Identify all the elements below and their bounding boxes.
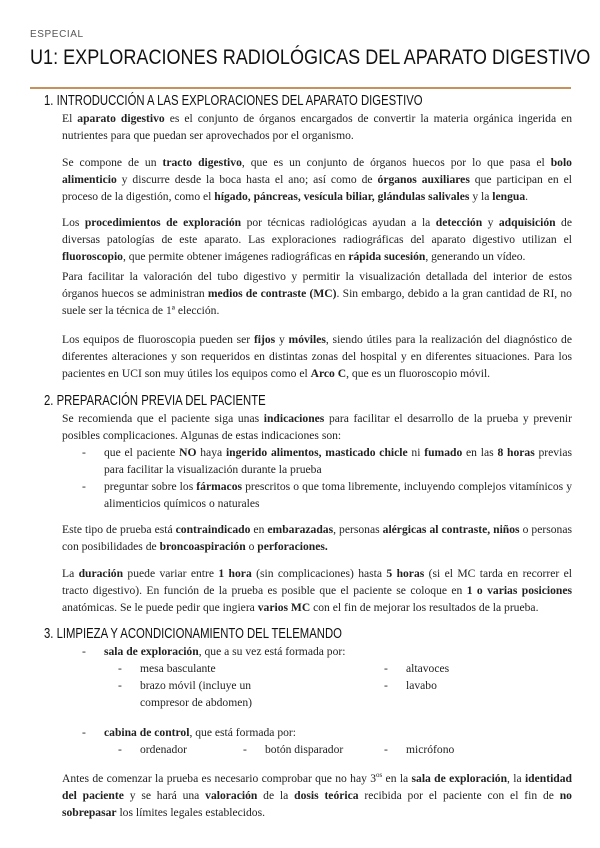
paragraph: Se recomienda que el paciente siga unas indicaciones para facilitar el desarrollo de la prueba y prevenir posibles complicaciones. Algunas de estas indicaciones son: [62,412,572,442]
list-item: - botón disparador [243,743,344,756]
category-label: ESPECIAL [30,29,84,40]
title-divider [30,87,571,89]
section-heading-2: 2. PREPARACIÓN PREVIA DEL PACIENTE [44,393,266,409]
list-item: - que el paciente NO haya ingerido alimentos, masticado chicle ni fumado en las 8 horas previas para facilitar la visualización durante la prueba [82,446,572,476]
paragraph: El aparato digestivo es el conjunto de órganos encargados de convertir la materia orgánica ingerida en nutrientes para que puedan ser aprovechados por el organismo. [62,112,573,142]
section-heading-3: 3. LIMPIEZA Y ACONDICIONAMIENTO DEL TELEMANDO [44,626,342,642]
paragraph: Este tipo de prueba está contraindicado en embarazadas, personas alérgicas al contraste, niños o personas con posibilidades de broncoaspiración o perforaciones. [62,523,572,553]
list-item-text: que el paciente NO haya ingerido alimentos, masticado chicle ni fumado en las 8 horas previas para facilitar la visualización durante la prueba [104,446,572,476]
paragraph: Los procedimientos de exploración por técnicas radiológicas ayudan a la detección y adquisición de diversas patologías de este aparato. Las exploraciones radiográficas del aparato digestivo utilizan el fluoroscopio, que permite obtener imágenes radiográficas en rápida sucesión, generando un vídeo. [62,216,572,263]
list-item: - mesa basculante [118,662,216,675]
list-item: - altavoces [384,662,450,675]
document-title: U1: EXPLORACIONES RADIOLÓGICAS DEL APARATO DIGESTIVO [30,45,591,69]
paragraph: Antes de comenzar la prueba es necesario comprobar que no hay $3^{os}$ en la sala de exploración, la identidad del paciente y se hará una valoración de la dosis teórica recibida por el paciente con el fin de no sobrepasar los límites legales establecidos. [62,771,572,819]
paragraph: La duración puede variar entre 1 hora (sin complicaciones) hasta 5 horas (si el MC tarda en recorrer el tracto digestivo). En función de la prueba es posible que el paciente se coloque en 1 o varias posiciones anatómicas. Se le puede pedir que ingiera varios MC con el fin de mejorar los resultados de la prueba. [62,567,572,614]
paragraph: Los equipos de fluoroscopia pueden ser fijos y móviles, siendo útiles para la realización del diagnóstico de diferentes alteraciones y son requeridos en distintas zonas del hospital y en diferentes situaciones. Para los pacientes en UCI son muy útiles los equipos como el Arco C, que es un fluoroscopio móvil. [62,333,572,380]
group-label-control-booth: - cabina de control, que está formada por: [82,726,297,739]
list-item-text: preguntar sobre los fármacos prescritos o que toma libremente, incluyendo complejos vitamínicos y alimenticios químicos o naturales [104,480,572,510]
list-item: - preguntar sobre los fármacos prescritos o que toma libremente, incluyendo complejos vitamínicos y alimenticios químicos o naturales [82,480,572,510]
paragraph: Se compone de un tracto digestivo, que es un conjunto de órganos huecos por lo que pasa el bolo alimenticio y discurre desde la boca hasta el ano; así como de órganos auxiliares que participan en el proceso de la digestión, como el hígado, páncreas, vesícula biliar, glándulas salivales y la lengua. [62,156,572,203]
section-heading-1: 1. INTRODUCCIÓN A LAS EXPLORACIONES DEL APARATO DIGESTIVO [44,93,423,109]
list-item: - lavabo [384,679,437,692]
list-item: - micrófono [384,743,455,756]
group-label-exploration-room: - sala de exploración, que a su vez está formada por: [82,645,346,658]
paragraph: Para facilitar la valoración del tubo digestivo y permitir la visualización detallada del interior de estos órganos huecos se administran medios de contraste (MC). Sin embargo, debido a la gran cantidad de RI, no suele ser la técnica de 1ª elección. [62,270,572,317]
list-item: - ordenador [118,743,187,756]
list-item: - brazo móvil (incluye un [118,679,252,692]
list-item-continuation: compresor de abdomen) [140,696,253,709]
